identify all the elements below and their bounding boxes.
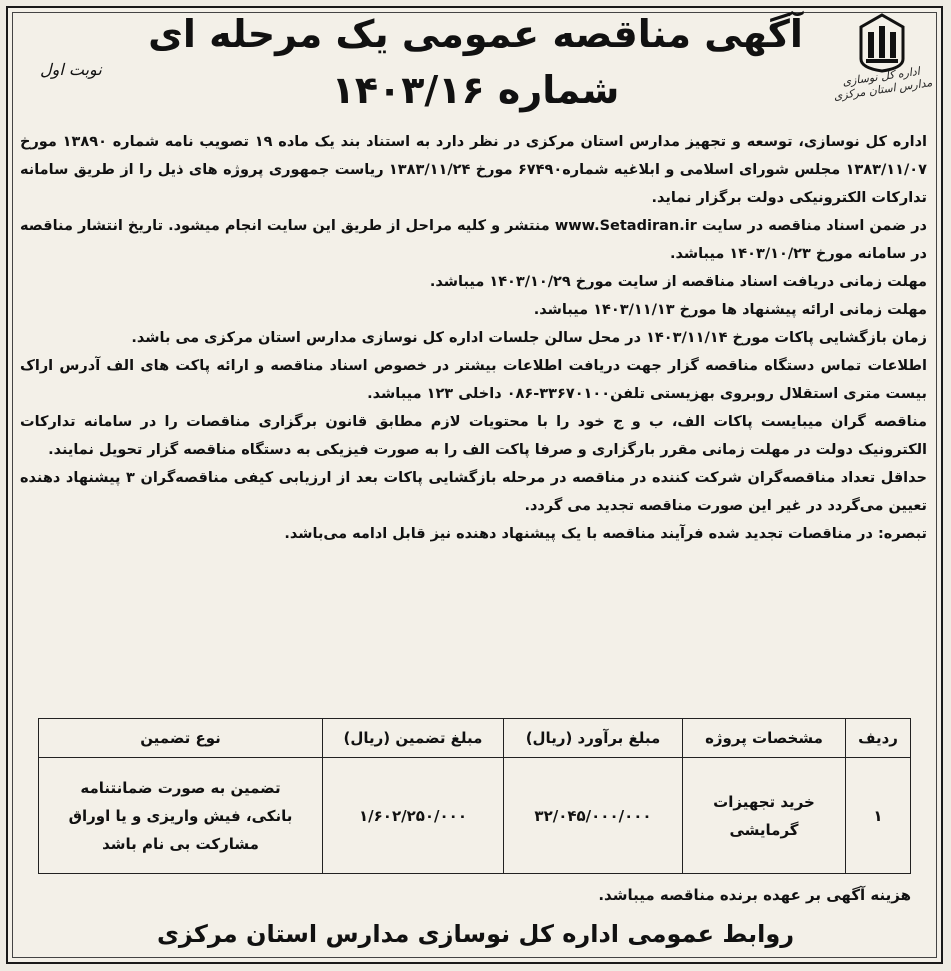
paragraph-site: در ضمن اسناد مناقصه در سایت www.Setadiran.ir منتشر و کلیه مراحل از طریق این سایت انجام میشود. تاریخ انتشار مناقصه در سامانه مورخ ۱۴۰۳/۱۰/۲۳ میباشد. [20, 218, 927, 262]
header-guarantee-type: نوع تضمین [39, 719, 323, 758]
header-estimate: مبلغ برآورد (ریال) [504, 719, 683, 758]
cell-guarantee-amount: ۱/۶۰۲/۲۵۰/۰۰۰ [323, 758, 504, 874]
paragraph-bid-deadline: مهلت زمانی ارائه پیشنهاد ها مورخ ۱۴۰۳/۱۱/۱۳ میباشد. [533, 302, 927, 318]
notice-number: شماره ۱۴۰۳/۱۶ [331, 68, 620, 112]
paragraph-intro: اداره کل نوسازی، توسعه و تجهیز مدارس استان مرکزی در نظر دارد به استناد بند یک ماده ۱۹ تصویب نامه شماره ۱۳۸۹۰ مورخ ۱۳۸۳/۱۱/۰۷ مجلس شورای اسلامی و ابلاغیه شماره۶۷۴۹۰ مورخ ۱۳۸۳/۱۱/۲۴ ریاست جمهوری پروژه های ذیل را از طریق سامانه تدارکات الکترونیکی دولت برگزار نماید. [20, 134, 927, 206]
signature: روابط عمومی اداره کل نوسازی مدارس استان مرکزی [156, 920, 795, 948]
cell-project: خرید تجهیزات گرمایشی [683, 758, 846, 874]
cost-note: هزینه آگهی بر عهده برنده مناقصه میباشد. [598, 886, 911, 904]
header-row-number: ردیف [846, 719, 911, 758]
paragraph-note: تبصره: در مناقصات تجدید شده فرآیند مناقصه با یک پیشنهاد دهنده نیز قابل ادامه می‌باشد. [284, 526, 927, 542]
paragraph-opening: زمان بازگشایی پاکات مورخ ۱۴۰۳/۱۱/۱۴ در محل سالن جلسات اداره کل نوسازی مدارس استان مرکزی می باشد. [131, 330, 927, 346]
organization-logo-icon [851, 12, 913, 74]
paragraph-contact: اطلاعات تماس دستگاه مناقصه گزار جهت دریافت اطلاعات بیشتر در خصوص اسناد مناقصه و ارائه پاکت های الف آدرس اراک بیست متری استقلال روبروی بهزیستی تلفن۳۳۶۷۰۱۰۰-۰۸۶ داخلی ۱۲۳ میباشد. [20, 358, 927, 402]
cell-guarantee-type: تضمین به صورت ضمانتنامه بانکی، فیش واریزی و یا اوراق مشارکت بی نام باشد [39, 758, 323, 874]
cell-row-number: ۱ [846, 758, 911, 874]
paragraph-minimum-bidders: حداقل تعداد مناقصه‌گران شرکت کننده در مناقصه در مرحله بازگشایی پاکات بعد از ارزیابی کیفی مناقصه‌گران ۳ پیشنهاد دهنده تعیین می‌گردد در غیر این صورت مناقصه تجدید می گردد. [20, 470, 927, 514]
cell-estimate: ۳۲/۰۴۵/۰۰۰/۰۰۰ [504, 758, 683, 874]
table-row [39, 758, 911, 874]
paragraph-doc-deadline: مهلت زمانی دریافت اسناد مناقصه از سایت مورخ ۱۴۰۳/۱۰/۲۹ میباشد. [429, 274, 927, 290]
tender-table [38, 718, 911, 874]
logo-caption: اداره کل نوسازی مدارس استان مرکزی [832, 64, 933, 103]
table-header-row [39, 719, 911, 758]
header-guarantee-amount: مبلغ تضمین (ریال) [323, 719, 504, 758]
paragraph-envelopes: مناقصه گران میبایست پاکات الف، ب و ج خود را با محتویات لازم مطابق قانون برگزاری مناقصات را در سامانه تدارکات الکترونیک دولت در مهلت زمانی مقرر بارگزاری و صرفا پاکت الف را به صورت فیزیکی به دستگاه مناقصه گزار تحویل نمایند. [20, 414, 927, 458]
round-label: نوبت اول [40, 60, 102, 79]
header-project: مشخصات پروژه [683, 719, 846, 758]
notice-body [20, 128, 927, 548]
notice-title: آگهی مناقصه عمومی یک مرحله ای [148, 12, 803, 56]
